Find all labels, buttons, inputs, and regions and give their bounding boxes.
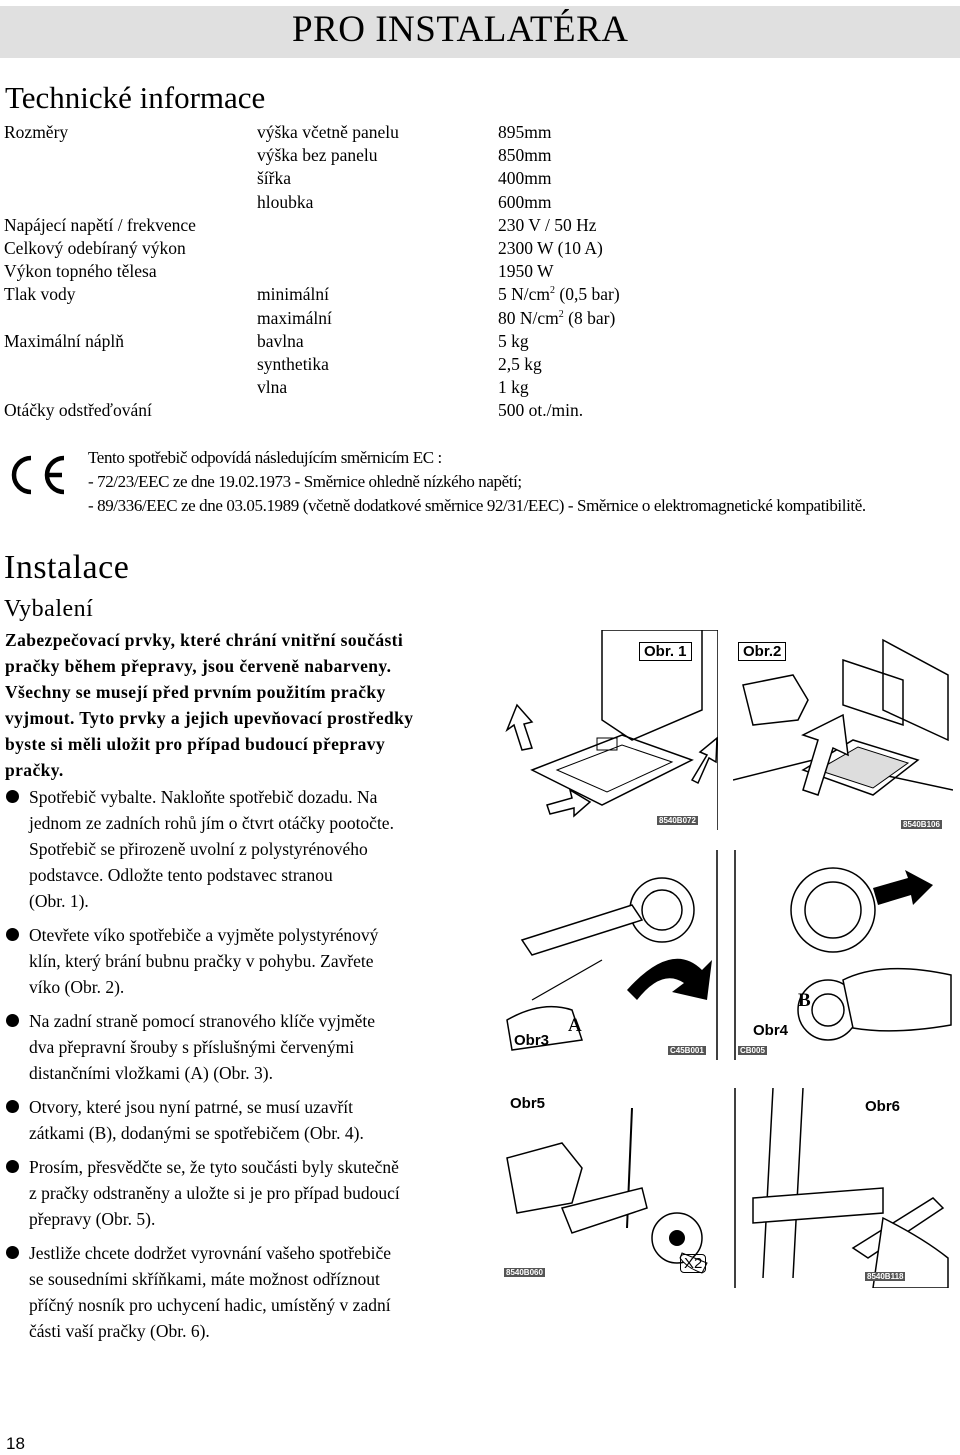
spec-value-main: 600mm (498, 191, 552, 212)
spec-value-superscript: 2 (558, 308, 564, 320)
figure-4 (733, 850, 953, 1060)
spec-value-main: 5 N/cm (498, 284, 551, 305)
spec-row (4, 331, 704, 354)
spec-value (498, 122, 551, 143)
ce-mark-icon (4, 452, 68, 498)
spec-value (498, 261, 554, 282)
page-number: 18 (6, 1434, 25, 1453)
spec-value (498, 331, 529, 352)
spec-sublabel: výška včetně panelu (257, 122, 399, 142)
intro-line: vyjmout. Tyto prvky a jejich upevňovací prostředky (5, 708, 414, 728)
spec-label: Rozměry (4, 122, 69, 142)
figure-6 (733, 1088, 953, 1288)
step-text (29, 1008, 459, 1086)
figure-3 (502, 850, 718, 1060)
spec-value-main: 400mm (498, 168, 552, 189)
spec-label: Celkový odebíraný výkon (4, 238, 186, 258)
figure-6-code: 8540B118 (867, 1272, 904, 1281)
spec-value (498, 400, 583, 421)
bullet-icon (5, 1008, 29, 1032)
bullet-icon (5, 784, 29, 808)
spec-row (4, 215, 704, 238)
step-line: z pračky odstraněny a uložte si je pro případ budoucí (29, 1183, 400, 1203)
spec-row (4, 192, 704, 215)
step-line: víko (Obr. 2). (29, 977, 125, 997)
spec-sublabel: synthetika (257, 354, 329, 374)
spec-label: Otáčky odstřeďování (4, 400, 152, 421)
figure-6-label: Obr6 (865, 1098, 901, 1115)
spec-value-main: 5 kg (498, 330, 529, 351)
step-text (29, 1240, 459, 1344)
step-line: přepravy (Obr. 5). (29, 1209, 156, 1229)
ce-line: - 89/336/EEC ze dne 03.05.1989 (včetně dodatkové směrnice 92/31/EEC) - Směrnice o elektromagnetické kompatibilitě. (88, 496, 866, 515)
spec-value (498, 215, 597, 236)
spec-label: Maximální náplň (4, 330, 125, 351)
step-line: se sousedními skříňkami, máte možnost odříznout (29, 1269, 380, 1289)
spec-value-main: 895mm (498, 122, 552, 142)
spec-label: Napájecí napětí / frekvence (4, 214, 196, 235)
bullet-icon (5, 1154, 29, 1178)
intro-line: byste si měli uložit pro případ budoucí přepravy (5, 734, 386, 754)
spec-value-main: 230 V / 50 Hz (498, 214, 597, 235)
spec-value (498, 238, 603, 259)
spec-sublabel: minimální (257, 284, 329, 305)
figure-5-label: Obr5 (510, 1095, 546, 1112)
figure-1 (502, 630, 718, 830)
step-line: dva přepravní šrouby s příslušnými červenými (29, 1037, 355, 1057)
spec-sublabel: šířka (257, 168, 292, 189)
spec-value-main: 80 N/cm (498, 307, 559, 328)
figure-5 (502, 1088, 718, 1288)
intro-line: pračky. (5, 760, 64, 780)
quantity-badge: X2 (680, 1254, 706, 1273)
figure-2-label: Obr.2 (738, 642, 786, 661)
spec-value (498, 377, 529, 398)
spec-value-superscript: 2 (550, 285, 556, 297)
cutting-crossbar-drawing (733, 1088, 953, 1288)
spec-value (498, 168, 551, 189)
spec-value-suffix: (0,5 bar) (555, 284, 620, 305)
ce-line: Tento spotřebič odpovídá následujícím směrnicím EC : (88, 448, 442, 467)
step-line: Spotřebič vybalte. Nakloňte spotřebič dozadu. Na (29, 787, 378, 807)
marker-b: B (798, 990, 811, 1011)
spec-value (498, 308, 615, 329)
spec-sublabel: maximální (257, 307, 332, 328)
step-line: části vaší pračky (Obr. 6). (29, 1321, 210, 1341)
step-text (29, 922, 459, 1000)
intro-paragraph (5, 627, 461, 783)
spec-value-main: 1950 W (498, 261, 554, 282)
step-line: příčný nosník pro uchycení hadic, umístěný v zadní (29, 1295, 391, 1315)
spec-row (4, 400, 704, 423)
figure-1-label: Obr. 1 (639, 642, 692, 661)
page-header-title: PRO INSTALATÉRA (292, 9, 629, 50)
spec-label: Tlak vody (4, 284, 76, 305)
step-text (29, 784, 459, 914)
ce-line: - 72/23/EEC ze dne 19.02.1973 - Směrnice ohledně nízkého napětí; (88, 472, 522, 491)
step-line: podstavce. Odložte tento podstavec stranou (29, 865, 333, 885)
unpacking-subheading: Vybalení (4, 596, 94, 622)
bullet-icon (5, 1094, 29, 1118)
bullet-icon (5, 922, 29, 946)
spec-row (4, 284, 704, 307)
spec-value (498, 284, 620, 305)
spec-row (4, 168, 704, 191)
figure-4-code: CB005 (740, 1046, 765, 1055)
figure-2 (733, 630, 953, 835)
step-text (29, 1094, 459, 1146)
spec-value (498, 354, 542, 375)
figure-3-label: Obr3 (514, 1032, 550, 1049)
spec-value (498, 145, 551, 166)
spec-label: Výkon topného tělesa (4, 261, 157, 282)
figure-4-label: Obr4 (753, 1022, 789, 1039)
step-line: zátkami (B), dodanými se spotřebičem (Obr. 4). (29, 1123, 364, 1143)
figure-2-code: 8540B106 (903, 820, 940, 829)
figure-3-code: C45B001 (670, 1046, 704, 1055)
step-line: (Obr. 1). (29, 891, 89, 911)
spec-sublabel: bavlna (257, 330, 304, 351)
intro-line: Zabezpečovací prvky, které chrání vnitřní součásti (5, 630, 404, 650)
figure-5-code: 8540B060 (506, 1268, 543, 1277)
intro-line: Všechny se musejí před prvním použitím pračky (5, 682, 386, 702)
spec-sublabel: vlna (257, 377, 288, 398)
step-line: Prosím, přesvědčte se, že tyto součásti byly skutečně (29, 1157, 399, 1177)
spec-row (4, 377, 704, 400)
step-line: klín, který brání bubnu pračky v pohybu. Zavřete (29, 951, 374, 971)
step-line: Otvory, které jsou nyní patrné, se musí uzavřít (29, 1097, 353, 1117)
spec-row (4, 354, 704, 377)
spec-value-main: 500 ot./min. (498, 400, 584, 421)
spec-row (4, 238, 704, 261)
step-line: distančními vložkami (A) (Obr. 3). (29, 1063, 273, 1083)
spec-value-main: 1 kg (498, 377, 529, 398)
bullet-icon (5, 1240, 29, 1264)
step-text (29, 1154, 459, 1232)
technical-info-heading: Technické informace (5, 80, 266, 115)
spec-sublabel: hloubka (257, 191, 314, 212)
step-line: Na zadní straně pomocí stranového klíče vyjměte (29, 1011, 375, 1031)
spec-row (4, 145, 704, 168)
intro-line: pračky během přepravy, jsou červeně nabarveny. (5, 656, 392, 676)
step-line: Spotřebič se přirozeně uvolní z polystyrénového (29, 839, 368, 859)
spec-value-main: 2,5 kg (498, 354, 542, 374)
wrench-removing-bolt-drawing (502, 850, 718, 1060)
installation-heading: Instalace (4, 549, 130, 586)
figure-1-code: 8540B072 (659, 816, 696, 825)
spec-row (4, 122, 704, 145)
step-line: Jestliže chcete dodržet vyrovnání vašeho spotřebiče (29, 1243, 392, 1263)
spec-value-main: 2300 W (10 A) (498, 238, 603, 258)
marker-a: A (568, 1015, 582, 1036)
step-line: Otevřete víko spotřebiče a vyjměte polystyrénový (29, 925, 379, 945)
spec-row (4, 308, 704, 331)
spec-sublabel: výška bez panelu (257, 145, 378, 166)
step-line: jednom ze zadních rohů jím o čtvrt otáčky pootočte. (29, 813, 394, 833)
spec-value-suffix: (8 bar) (563, 307, 616, 328)
spec-value (498, 192, 551, 213)
spec-row (4, 261, 704, 284)
spec-value-main: 850mm (498, 145, 552, 166)
